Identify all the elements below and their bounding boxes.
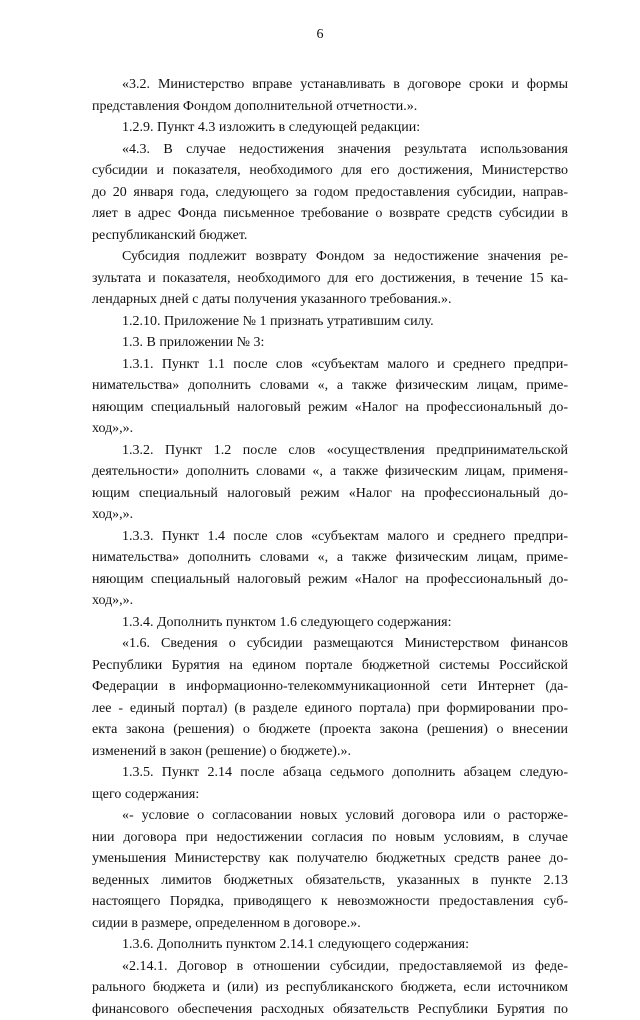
text-line: екта закона (решения) о бюджете (проекта закона (решения) о внесении <box>92 719 568 741</box>
text-line: субсидии и показателя, необходимого для его достижения, Министерство <box>92 160 568 182</box>
page-number: 6 <box>0 26 640 44</box>
text-line: ход»,». <box>92 590 568 612</box>
text-line: до 20 января года, следующего за годом предоставления субсидии, направ- <box>92 182 568 204</box>
text-line: «3.2. Министерство вправе устанавливать в договоре сроки и формы <box>92 74 568 96</box>
text-line: 1.3.1. Пункт 1.1 после слов «субъектам малого и среднего предпри- <box>92 354 568 376</box>
text-line: няющим специальный налоговый режим «Налог на профессиональный до- <box>92 569 568 591</box>
text-line: ющим специальный налоговый режим «Налог на профессиональный до- <box>92 483 568 505</box>
text-line: Республики Бурятия на едином портале бюджетной системы Российской <box>92 655 568 677</box>
text-line: 1.3. В приложении № 3: <box>92 332 568 354</box>
text-line: 1.2.9. Пункт 4.3 изложить в следующей редакции: <box>92 117 568 139</box>
text-line: зультата и показателя, необходимого для его достижения, в течение 15 ка- <box>92 268 568 290</box>
text-line: ляет в адрес Фонда письменное требование о возврате средств субсидии в <box>92 203 568 225</box>
text-line: 1.3.4. Дополнить пунктом 1.6 следующего содержания: <box>92 612 568 634</box>
text-line: лендарных дней с даты получения указанного требования.». <box>92 289 568 311</box>
text-line: изменений в закон (решение) о бюджете).». <box>92 741 568 763</box>
text-line: рального бюджета и (или) из республиканского бюджета, если источником <box>92 977 568 999</box>
text-line: лее - единый портал) (в разделе единого портала) при формировании про- <box>92 698 568 720</box>
text-line: ход»,». <box>92 418 568 440</box>
text-line: нии договора при недостижении согласия по новым условиям, в случае <box>92 827 568 849</box>
text-line: представления Фондом дополнительной отчетности.». <box>92 96 568 118</box>
text-line: веденных лимитов бюджетных обязательств, указанных в пункте 2.13 <box>92 870 568 892</box>
text-line: ход»,». <box>92 504 568 526</box>
text-line: настоящего Порядка, приводящего к невозможности предоставления суб- <box>92 891 568 913</box>
text-line: 1.3.3. Пункт 1.4 после слов «субъектам малого и среднего предпри- <box>92 526 568 548</box>
text-line: 1.3.2. Пункт 1.2 после слов «осуществления предпринимательской <box>92 440 568 462</box>
text-line: 1.3.5. Пункт 2.14 после абзаца седьмого дополнить абзацем следую- <box>92 762 568 784</box>
text-line: щего содержания: <box>92 784 568 806</box>
text-line: уменьшения Министерству как получателю бюджетных средств ранее до- <box>92 848 568 870</box>
text-line: няющим специальный налоговый режим «Налог на профессиональный до- <box>92 397 568 419</box>
text-line: Субсидия подлежит возврату Фондом за недостижение значения ре- <box>92 246 568 268</box>
text-line: «2.14.1. Договор в отношении субсидии, предоставляемой из феде- <box>92 956 568 978</box>
text-line: «- условие о согласовании новых условий договора или о расторже- <box>92 805 568 827</box>
text-line: деятельности» дополнить словами «, а также физическим лицам, применя- <box>92 461 568 483</box>
text-line: финансового обеспечения расходных обязательств Республики Бурятия по <box>92 999 568 1020</box>
text-line: 1.2.10. Приложение № 1 признать утратившим силу. <box>92 311 568 333</box>
text-line: сидии в размере, определенном в договоре.». <box>92 913 568 935</box>
text-line: республиканский бюджет. <box>92 225 568 247</box>
document-body <box>92 74 568 1020</box>
text-line: «1.6. Сведения о субсидии размещаются Министерством финансов <box>92 633 568 655</box>
text-line: нимательства» дополнить словами «, а также физическим лицам, приме- <box>92 375 568 397</box>
text-line: «4.3. В случае недостижения значения результата использования <box>92 139 568 161</box>
text-line: 1.3.6. Дополнить пунктом 2.14.1 следующего содержания: <box>92 934 568 956</box>
text-line: Федерации в информационно-телекоммуникационной сети Интернет (да- <box>92 676 568 698</box>
text-line: нимательства» дополнить словами «, а также физическим лицам, приме- <box>92 547 568 569</box>
